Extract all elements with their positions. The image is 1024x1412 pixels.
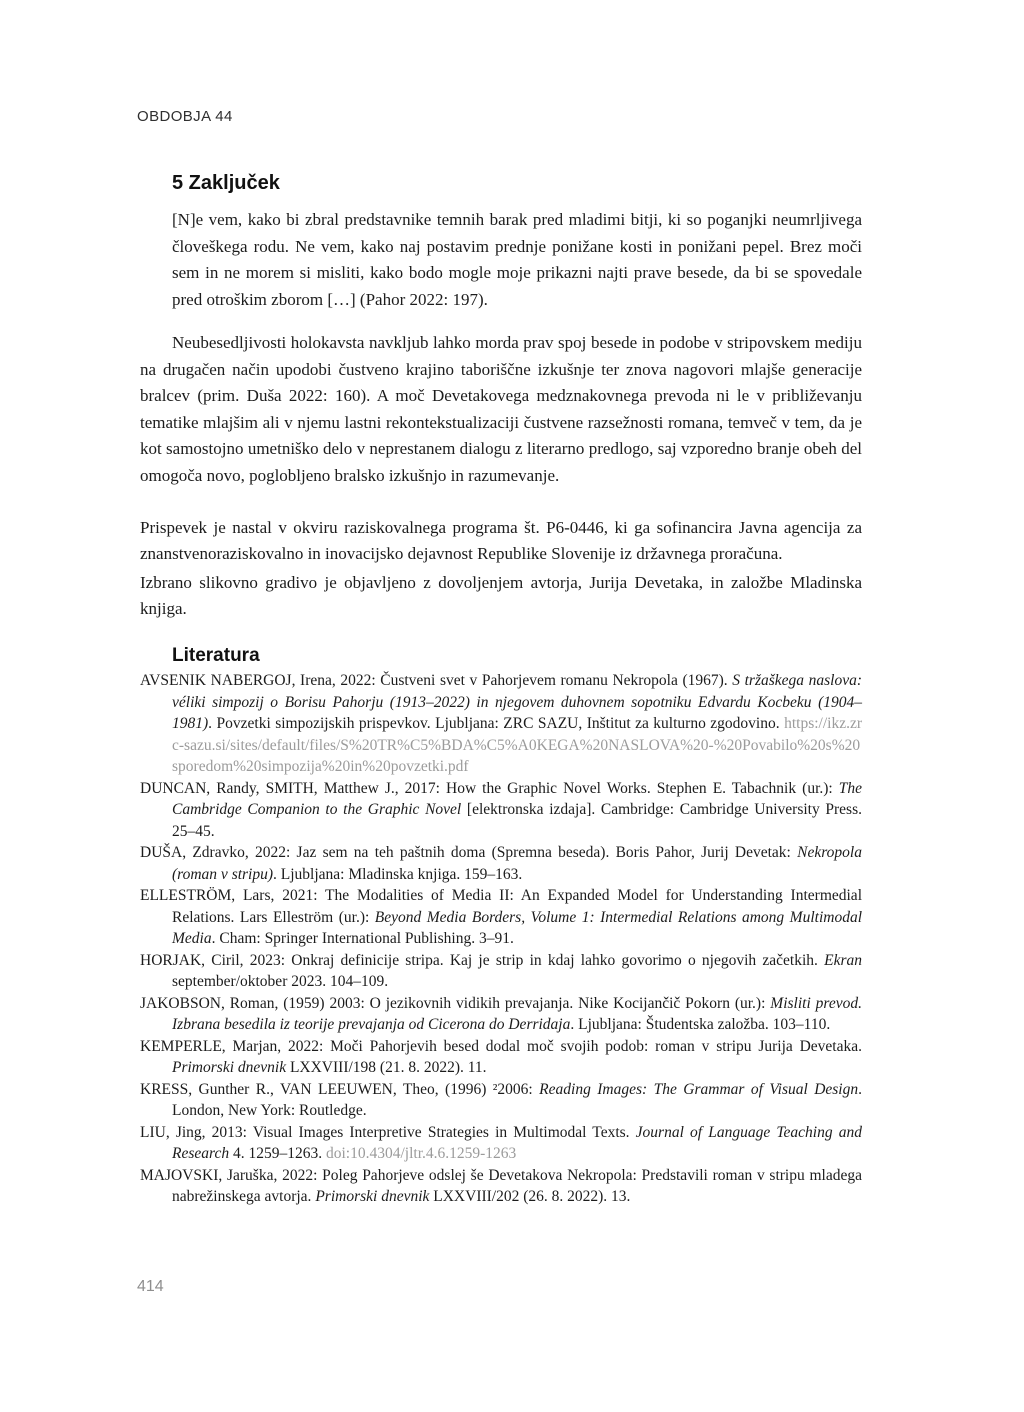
literature-heading: Literatura [172,645,260,666]
reference-entry [140,1036,862,1079]
reference-text: JAKOBSON, Roman, (1959) 2003: O jezikovnih vidikih prevajanja. Nike Kocijančič Pokorn (ur.): [140,994,771,1012]
section-heading: 5 Zaključek [172,172,280,194]
reference-link[interactable]: doi:10.4304/jltr.4.6.1259-1263 [325,1145,517,1162]
reference-text: AVSENIK NABERGOJ, Irena, 2022: Čustveni svet v Pahorjevem romanu Nekropola (1967). [140,672,733,689]
reference-entry [140,885,862,950]
reference-entry [140,778,862,843]
reference-text: KEMPERLE, Marjan, 2022: Moči Pahorjevih besed dodal moč svojih podob: roman v stripu Jurija Devetaka. [140,1037,862,1055]
reference-title: Nekropola (roman v stripu) [172,844,862,883]
reference-text: [elektronska izdaja]. Cambridge: Cambridge University Press. 25–45. [172,801,862,840]
body-paragraph: Neubesedljivosti holokavsta navkljub lahko morda prav spoj besede in podobe v stripovskem mediju na drugačen način upodobi čustveno krajino taboriščne izkušnje ter znova nagovori mlajše generacije bralcev (prim. Duša 2022: 160). A moč Devetakovega medznakovnega prevoda ni le v približevanju tematike mlajšim ali v njemu lastni rekontekstualizaciji čustvene razsežnosti romana, temveč v tem, da je kot samostojno umetniško delo v neprestanem dialogu z literarno predlogo, saj vzporedno branje obeh del omogoča novo, poglobljeno bralsko izkušnjo in razumevanje. [140,333,862,485]
reference-title: Primorski dnevnik [315,1188,430,1205]
reference-text: 4. 1259–1263. [229,1145,326,1162]
reference-text: LXXVIII/198 (21. 8. 2022). 11. [286,1059,487,1076]
reference-text: . Cham: Springer International Publishing. 3–91. [211,930,514,947]
funding-note: Prispevek je nastal v okviru raziskovalnega programa št. P6-0446, ki ga sofinancira Javna agencija za znanstvenoraziskovalno in inovacijsko dejavnost Republike Slovenije iz državnega proračuna. [140,518,862,563]
reference-entry [140,670,862,778]
reference-text: . Ljubljana: Študentska založba. 103–110. [570,1016,831,1033]
reference-title: The Cambridge Companion to the Graphic Novel [172,779,862,818]
reference-title: Ekran [824,951,862,969]
reference-text: KRESS, Gunther R., VAN LEEUWEN, Theo, (1996) ²2006: [140,1080,540,1098]
reference-entry [140,1165,862,1208]
page-number: 414 [137,1278,164,1295]
quote-paragraph: [N]e vem, kako bi zbral predstavnike temnih barak pred mladimi bitji, ki so poganjki neumrljivega človeškega rodu. Ne vem, kako naj postavim prednje ponižane kosti in ponižani pepel. Brez moči sem in ne morem si misliti, kako bodo mogle moje prikazni najti prave besede, da bi se spovedale pred otroškim zborom […] (Pahor 2022: 197). [172,210,862,309]
reference-list [140,670,862,1208]
reference-title: Reading Images: The Grammar of Visual Design [539,1080,859,1098]
image-credit-note: Izbrano slikovno gradivo je objavljeno z dovoljenjem avtorja, Jurija Devetaka, in založbe Mladinska knjiga. [140,573,862,618]
page-content [140,171,862,1208]
reference-title: Misliti prevod. Izbrana besedila iz teorije prevajanja od Cicerona do Derridaja [172,994,862,1033]
reference-text: HORJAK, Ciril, 2023: Onkraj definicije stripa. Kaj je strip in kdaj lahko govorimo o njegovih začetkih. [140,951,825,969]
reference-text: september/oktober 2023. 104–109. [172,973,389,990]
reference-title: Primorski dnevnik [172,1059,287,1076]
reference-entry [140,1079,862,1122]
reference-text: LXXVIII/202 (26. 8. 2022). 13. [429,1188,631,1205]
reference-text: DUŠA, Zdravko, 2022: Jaz sem na teh paštnih doma (Spremna beseda). Boris Pahor, Jurij Devetak: [140,844,798,861]
reference-entry [140,1122,862,1165]
running-head: OBDOBJA 44 [137,108,233,125]
reference-text: . London, New York: Routledge. [172,1080,862,1119]
reference-link[interactable]: https://ikz.zrc-sazu.si/sites/default/files/S%20TR%C5%BDA%C5%A0KEGA%20NASLOVA%20-%20Povabilo%20s%20sporedom%20simpozija%20in%20povzetki.pdf [172,715,862,775]
reference-title: Journal of Language Teaching and Research [172,1123,862,1162]
reference-text: . Ljubljana: Mladinska knjiga. 159–163. [273,865,523,883]
reference-entry [140,993,862,1036]
reference-text: DUNCAN, Randy, SMITH, Matthew J., 2017: How the Graphic Novel Works. Stephen E. Tabachnik (ur.): [140,779,839,797]
reference-text: ELLESTRÖM, Lars, 2021: The Modalities of Media II: An Expanded Model for Understanding Intermedial Relations. Lars Elleström (ur.): [140,887,862,926]
reference-text: MAJOVSKI, Jaruška, 2022: Poleg Pahorjeve odslej še Devetakova Nekropola: Predstavili roman v stripu mladega nabrežinskega avtorja. [140,1166,862,1205]
reference-entry [140,950,862,993]
reference-title: S tržaškega naslova: véliki simpozij o Borisu Pahorju (1913–2022) in njegovem duhovnem sopotniku Edvardu Kocbeku (1904–1981) [172,672,862,732]
reference-entry [140,842,862,885]
reference-title: Beyond Media Borders, Volume 1: Intermedial Relations among Multimodal Media [172,908,862,947]
reference-text: . Povzetki simpozijskih prispevkov. Ljubljana: ZRC SAZU, Inštitut za kulturno zgodovino. [208,715,785,732]
reference-text: LIU, Jing, 2013: Visual Images Interpretive Strategies in Multimodal Texts. [140,1123,636,1141]
